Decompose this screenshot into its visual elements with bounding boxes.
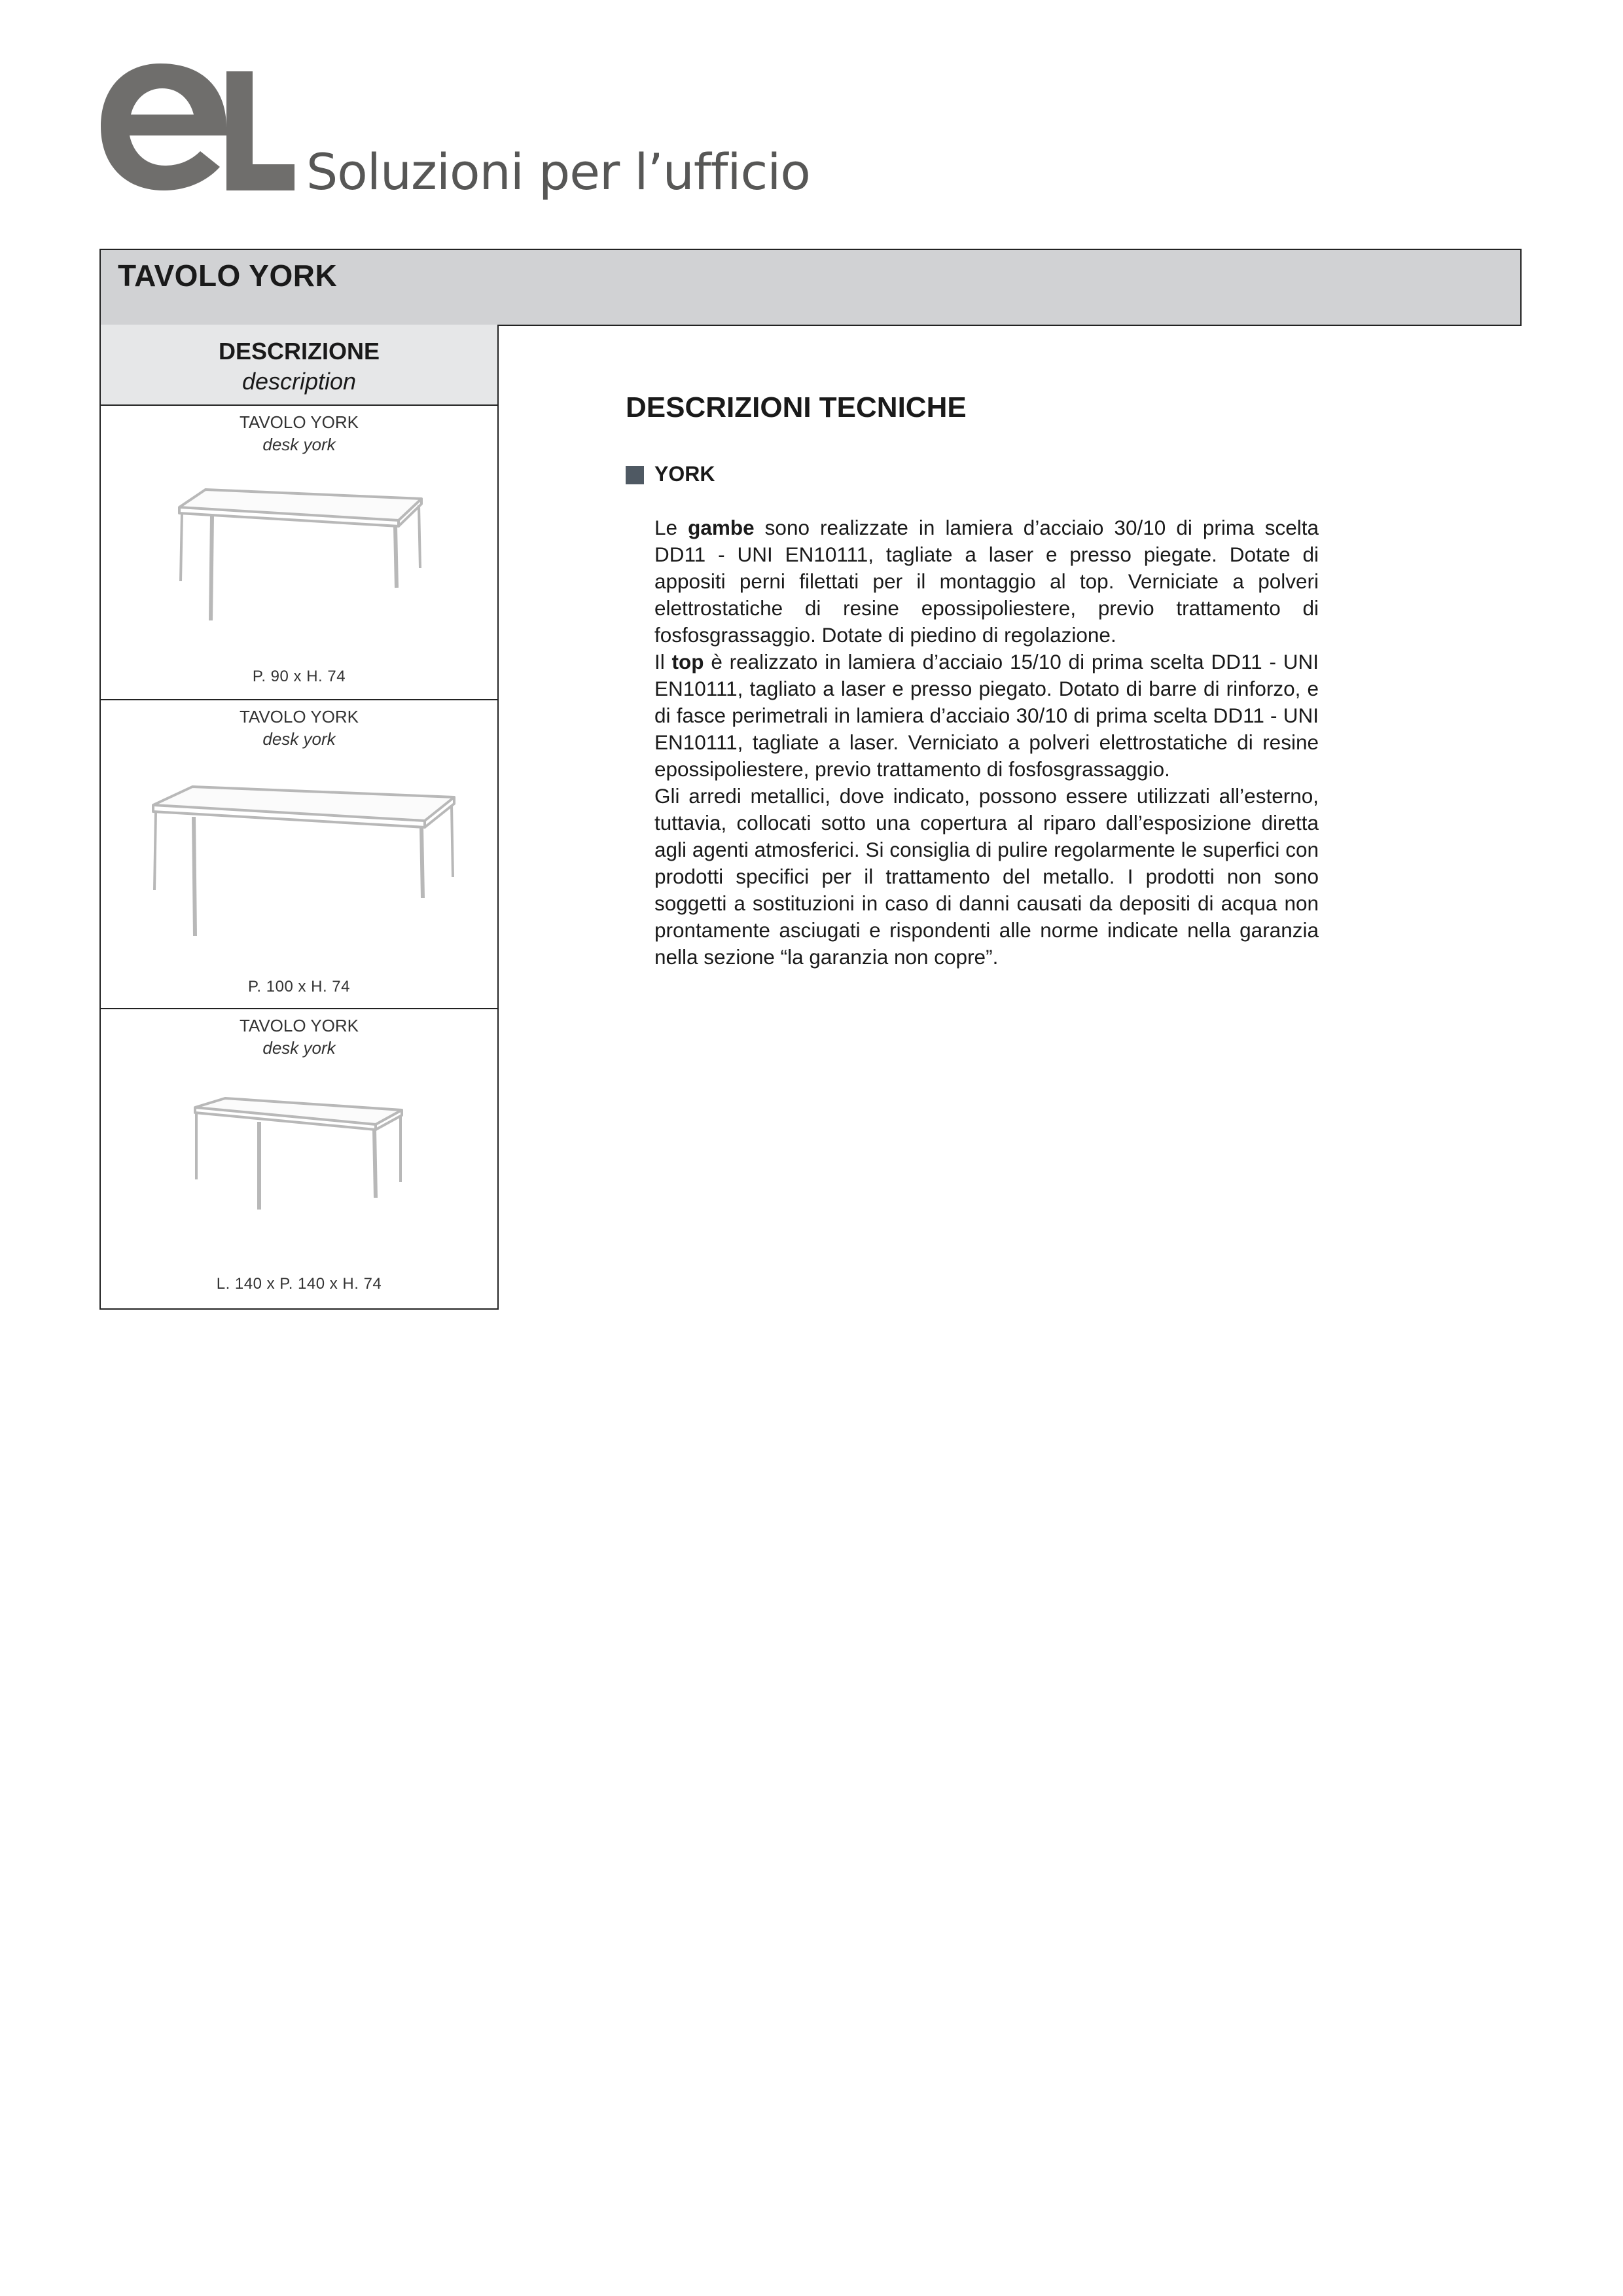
technical-description — [654, 514, 1319, 971]
top-intro: Il — [654, 650, 672, 673]
description-column — [99, 325, 499, 1310]
description-header — [101, 325, 497, 406]
brand-tagline: Soluzioni per l’ufficio — [306, 143, 810, 201]
top-keyword: top — [671, 650, 704, 673]
paragraph-outdoor-use: Gli arredi metallici, dove indicato, possono essere utilizzati all’esterno, tuttavia, collocati sotto una copertura al riparo dall’esposizione diretta agli agenti atmosferici. Si consiglia di pulire regolarmente le superfici con prodotti specifici per il trattamento del metallo. I prodotti non sono soggetti a sostituzioni in caso di danni causati da depositi di acqua non prontamente asciugati e rispondenti alle norme indicate nella garanzia nella sezione “la garanzia non copre”. — [654, 784, 1319, 969]
logo-l-shape — [226, 71, 294, 190]
product-dimensions: P. 100 x H. 74 — [248, 978, 350, 996]
product-subtitle: desk york — [262, 1038, 336, 1058]
logo-e-shape — [101, 63, 226, 190]
product-name: TAVOLO YORK — [239, 1016, 359, 1035]
brand-logo — [98, 62, 294, 193]
table-image — [166, 471, 441, 655]
product-subtitle: desk york — [262, 435, 336, 454]
product-name: TAVOLO YORK — [239, 412, 359, 432]
legs-keyword: gambe — [688, 516, 755, 539]
product-cell — [101, 1009, 497, 1310]
top-text: è realizzato in lamiera d’acciaio 15/10 di prima scelta DD11 - UNI EN10111, tagliato a laser e presso piegato. Dotato di barre di rinforzo, e di fasce perimetrali in lamiera d’acciaio 30/10 di prima scelta DD11 - UNI EN10111, tagliate a laser. Verniciato a polveri elettrostatiche di resine epossipoliestere, previo trattamento di fosfosgrassaggio. — [654, 650, 1319, 781]
product-subtitle: desk york — [262, 729, 336, 749]
product-cell — [101, 406, 497, 700]
paragraph-legs — [654, 514, 1319, 649]
description-subheading: description — [241, 368, 357, 395]
legs-text: sono realizzate in lamiera d’acciaio 30/10 di prima scelta DD11 - UNI EN10111, tagliate a laser e presso piegate. Dotate di appositi perni filettati per il montaggio al top. Verniciate a polveri elettrostatiche di resine epossipoliestere, previo trattamento di fosfosgrassaggio. Dotate di piedino di regolazione. — [654, 516, 1319, 647]
description-heading: DESCRIZIONE — [218, 338, 380, 365]
product-dimensions: L. 140 x P. 140 x H. 74 — [216, 1275, 382, 1293]
product-cell — [101, 700, 497, 1009]
product-dimensions: P. 90 x H. 74 — [252, 668, 346, 685]
title-bar — [99, 249, 1522, 326]
square-bullet-icon — [626, 466, 644, 484]
table-image — [186, 1081, 421, 1251]
product-name: TAVOLO YORK — [239, 707, 359, 726]
table-image — [147, 766, 461, 962]
technical-title: DESCRIZIONI TECNICHE — [626, 391, 967, 423]
model-title: YORK — [654, 462, 715, 486]
paragraph-top — [654, 649, 1319, 783]
legs-intro: Le — [654, 516, 688, 539]
page-title: TAVOLO YORK — [118, 259, 338, 293]
